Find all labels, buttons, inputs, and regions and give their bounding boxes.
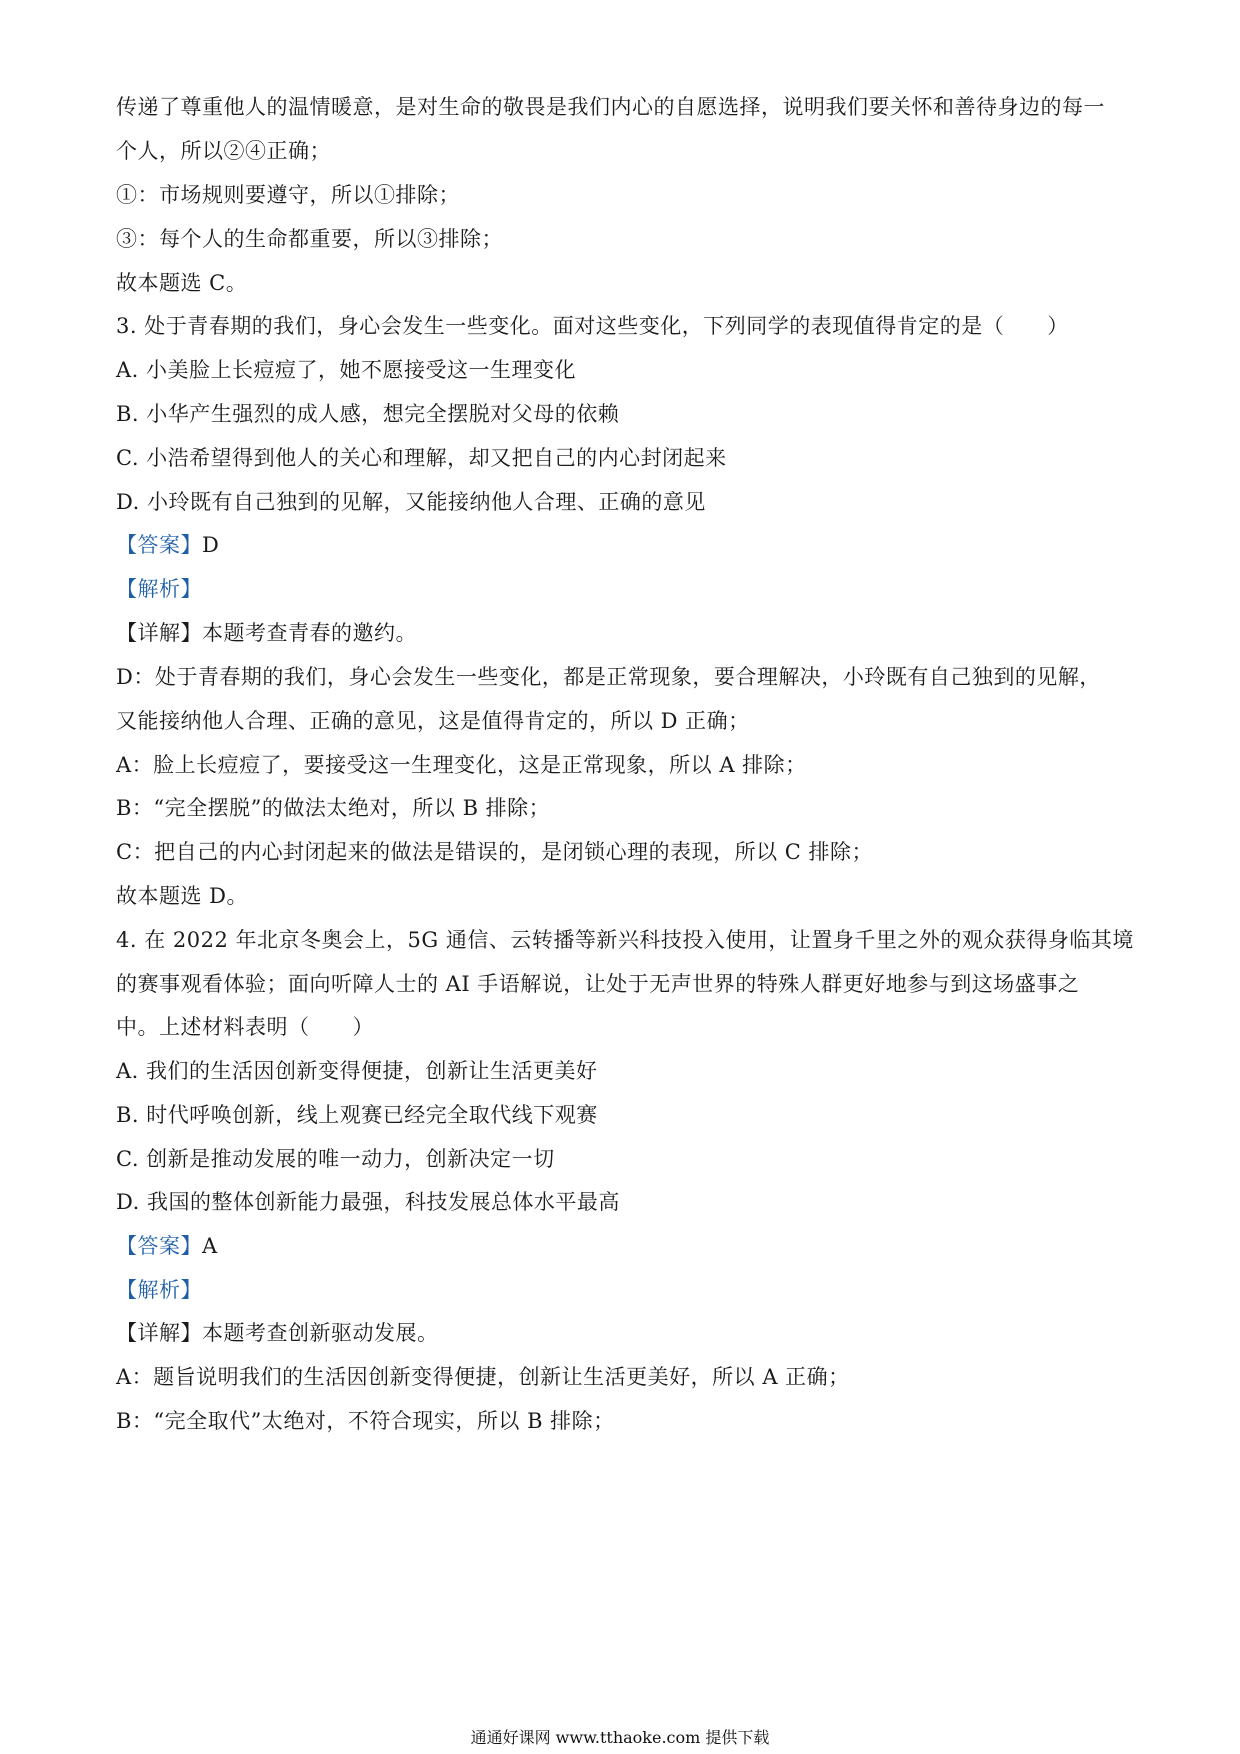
q4-answer-value: A: [202, 1234, 218, 1258]
q3-detail: 【详解】本题考查青春的邀约。: [116, 621, 417, 645]
q4-detail: 【详解】本题考查创新驱动发展。: [116, 1321, 439, 1345]
q4-stem-line-1: 4. 在 2022 年北京冬奥会上，5G 通信、云转播等新兴科技投入使用，让置身千里之外的观众获得身临其境: [116, 928, 1134, 952]
q2-explanation-line-4: ③：每个人的生命都重要，所以③排除；: [116, 227, 503, 251]
q4-analysis-tag: 【解析】: [116, 1278, 202, 1302]
q3-answer-value: D: [202, 533, 220, 557]
q3-explanation-b: B：“完全摆脱”的做法太绝对，所以 B 排除；: [116, 796, 551, 820]
q4-answer-tag: 【答案】: [116, 1234, 202, 1258]
q2-explanation-line-3: ①：市场规则要遵守，所以①排除；: [116, 183, 460, 207]
q2-explanation-line-2: 个人，所以②④正确；: [116, 139, 331, 163]
q3-stem: 3. 处于青春期的我们，身心会发生一些变化。面对这些变化，下列同学的表现值得肯定的是（ ）: [116, 314, 1069, 338]
q3-option-c: C. 小浩希望得到他人的关心和理解，却又把自己的内心封闭起来: [116, 446, 727, 470]
q3-conclusion: 故本题选 D。: [116, 884, 249, 908]
q3-option-d: D. 小玲既有自己独到的见解，又能接纳他人合理、正确的意见: [116, 490, 706, 514]
q3-explanation-d-cont: 又能接纳他人合理、正确的意见，这是值得肯定的，所以 D 正确；: [116, 709, 750, 733]
q3-explanation-a: A：脸上长痘痘了，要接受这一生理变化，这是正常现象，所以 A 排除；: [116, 753, 807, 777]
q4-explanation-a: A：题旨说明我们的生活因创新变得便捷，创新让生活更美好，所以 A 正确；: [116, 1365, 850, 1389]
page-footer: 通通好课网 www.tthaoke.com 提供下载: [470, 1728, 770, 1747]
q3-explanation-c: C：把自己的内心封闭起来的做法是错误的，是闭锁心理的表现，所以 C 排除；: [116, 840, 873, 864]
q2-conclusion: 故本题选 C。: [116, 271, 248, 295]
q3-answer: [116, 530, 219, 560]
q4-answer: [116, 1231, 218, 1261]
q3-option-b: B. 小华产生强烈的成人感，想完全摆脱对父母的依赖: [116, 402, 620, 426]
q4-option-d: D. 我国的整体创新能力最强，科技发展总体水平最高: [116, 1190, 620, 1214]
q3-analysis-tag: 【解析】: [116, 577, 202, 601]
q4-option-b: B. 时代呼唤创新，线上观赛已经完全取代线下观赛: [116, 1103, 598, 1127]
q4-stem-line-2: 的赛事观看体验；面向听障人士的 AI 手语解说，让处于无声世界的特殊人群更好地参与到这场盛事之: [116, 972, 1080, 996]
q3-explanation-d: D：处于青春期的我们，身心会发生一些变化，都是正常现象，要合理解决，小玲既有自己独到的见解，: [116, 665, 1101, 689]
q4-explanation-b: B：“完全取代”太绝对，不符合现实，所以 B 排除；: [116, 1409, 615, 1433]
q3-answer-tag: 【答案】: [116, 533, 202, 557]
q4-option-c: C. 创新是推动发展的唯一动力，创新决定一切: [116, 1147, 555, 1171]
q4-option-a: A. 我们的生活因创新变得便捷，创新让生活更美好: [116, 1059, 598, 1083]
q4-stem-line-3: 中。上述材料表明（ ）: [116, 1015, 374, 1039]
q2-explanation-line-1: 传递了尊重他人的温情暖意，是对生命的敬畏是我们内心的自愿选择，说明我们要关怀和善待身边的每一: [116, 95, 1105, 119]
q3-option-a: A. 小美脸上长痘痘了，她不愿接受这一生理变化: [116, 358, 577, 382]
